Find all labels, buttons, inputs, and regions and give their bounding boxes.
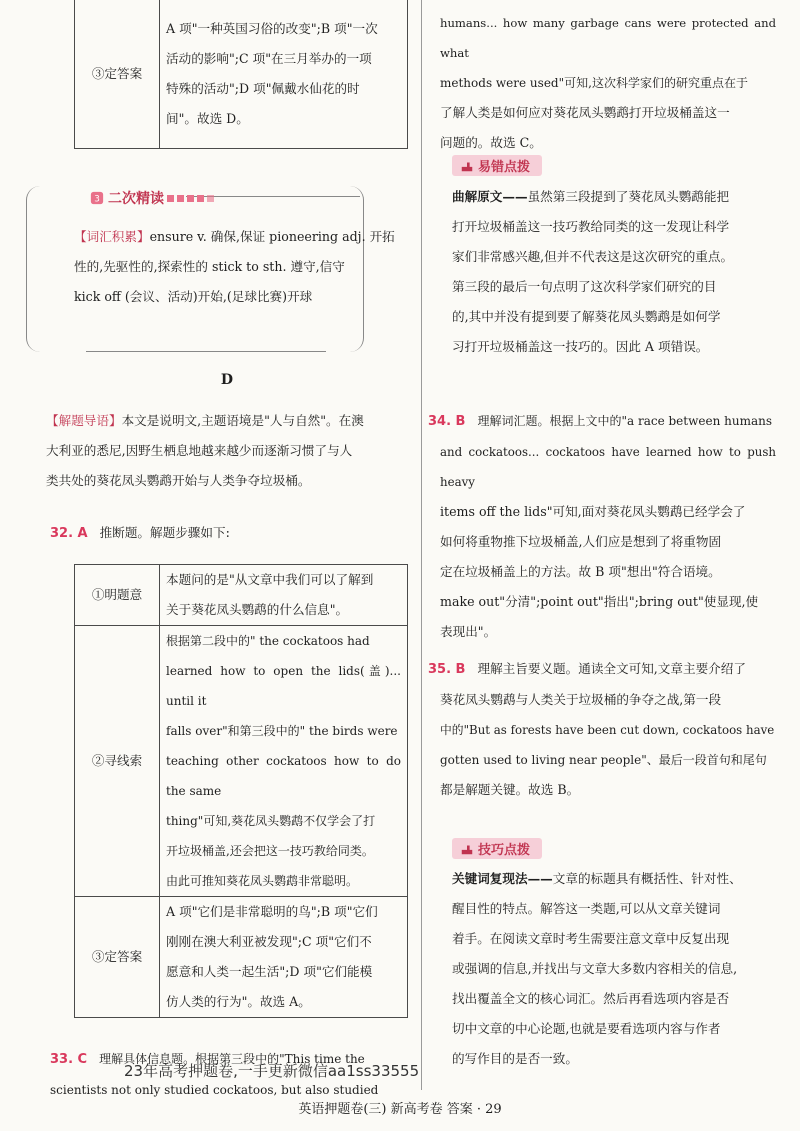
vocab-label: 【词汇积累】 xyxy=(74,229,150,244)
page-footer: 英语押题卷(三) 新高考卷 答案 · 29 xyxy=(298,1102,502,1117)
step-label: ②寻线索 xyxy=(75,626,160,897)
text-line: 习打开垃圾桶盖这一技巧的。因此 A 项错误。 xyxy=(452,339,709,354)
question-number: 32. A xyxy=(50,526,88,541)
table-row xyxy=(75,626,408,897)
vocab-line: kick off (会议、活动)开始,(足球比赛)开球 xyxy=(74,289,313,304)
text-line: gotten used to living near people"、最后一段首句和尾句 xyxy=(440,753,767,767)
tip-line: 虽然第三段提到了葵花凤头鹦鹉能把 xyxy=(527,189,730,204)
tag-badge xyxy=(452,838,542,859)
text-line: 仿人类的行为"。故选 A。 xyxy=(166,994,311,1009)
text-line: 刚刚在澳大利亚被发现";C 项"它们不 xyxy=(166,934,372,949)
error-tip-text xyxy=(452,182,776,362)
text-line: 葵花凤头鹦鹉与人类关于垃圾桶的争夺之战,第一段 xyxy=(440,692,722,707)
text-line: 活动的影响";C 项"在三月举办的一项 xyxy=(166,51,372,66)
text-line: A 项"它们是非常聪明的鸟";B 项"它们 xyxy=(166,904,378,919)
step-content xyxy=(160,897,408,1018)
guide-line-text: 本文是说明文,主题语境是"人与自然"。在澳 xyxy=(121,413,364,428)
error-tip-tag xyxy=(452,155,542,177)
tag-badge xyxy=(452,155,542,176)
text-line: 醒目性的特点。解答这一类题,可以从文章关键词 xyxy=(452,901,721,916)
top-answer-table xyxy=(74,0,408,149)
text-line: and cockatoos... cockatoos have learned how to push heavy xyxy=(440,445,776,489)
text-line: 都是解题关键。故选 B。 xyxy=(440,782,580,797)
second-reading-heading xyxy=(90,188,214,208)
decor-square xyxy=(197,195,204,202)
text-line: methods were used"可知,这次科学家们的研究重点在于 xyxy=(440,76,748,90)
book-icon xyxy=(90,191,104,205)
guide-line: 类共处的葵花凤头鹦鹉开始与人类争夺垃圾桶。 xyxy=(46,473,311,488)
step-label: ①明题意 xyxy=(75,565,160,626)
step-content xyxy=(160,0,408,149)
step-label: ③定答案 xyxy=(75,0,160,149)
text-line: 特殊的活动";D 项"佩戴水仙花的时 xyxy=(166,81,360,96)
decor-square xyxy=(187,195,194,202)
text-line: make out"分清";point out"指出";bring out"使显现,使 xyxy=(440,594,759,609)
text-line: scientists not only studied cockatoos, but also studied xyxy=(50,1083,379,1097)
text-line: 第三段的最后一句点明了这次科学家们研究的目 xyxy=(452,279,717,294)
text-line: 找出覆盖全文的核心词汇。然后再看选项内容是否 xyxy=(452,991,730,1006)
text-line: 关于葵花凤头鹦鹉的什么信息"。 xyxy=(166,602,349,617)
table-row xyxy=(75,897,408,1018)
question-number: 35. B xyxy=(428,662,466,677)
text-line: thing"可知,葵花凤头鹦鹉不仅学会了打 xyxy=(166,814,376,828)
step-label: ③定答案 xyxy=(75,897,160,1018)
svg-text:3: 3 xyxy=(94,194,100,205)
right-top-text xyxy=(440,8,776,158)
text-line: 表现出"。 xyxy=(440,624,497,639)
question-intro: 推断题。解题步骤如下: xyxy=(99,525,230,540)
text-line xyxy=(428,406,776,437)
text-line: 定在垃圾桶盖上的方法。故 B 项"想出"符合语境。 xyxy=(440,564,721,579)
text-line: 间"。故选 D。 xyxy=(166,111,249,126)
q32-intro xyxy=(50,518,410,549)
text-line: 问题的。故选 C。 xyxy=(440,135,542,150)
vocab-line xyxy=(74,222,404,252)
watermark-text: 23年高考押题卷,一手更新微信aa1ss33555 xyxy=(124,1062,420,1080)
step-content xyxy=(160,626,408,897)
tag-label: 技巧点拨 xyxy=(478,843,531,858)
guide-line: 大利亚的悉尼,因野生栖息地越来越少而逐渐习惯了与人 xyxy=(46,443,353,458)
text-line: falls over"和第三段中的" the birds were xyxy=(166,724,398,738)
second-reading-title: 二次精读 xyxy=(108,191,164,207)
text-line: 中的"But as forests have been cut down, cockatoos have xyxy=(440,723,775,737)
text-line: 切中文章的中心论题,也就是要看选项内容与作者 xyxy=(452,1021,721,1036)
text-line xyxy=(452,864,776,894)
text-line: humans... how many garbage cans were protected and what xyxy=(440,16,776,60)
text-line xyxy=(428,654,776,685)
text-line: 本题问的是"从文章中我们可以了解到 xyxy=(166,572,374,587)
text-line: 如何将重物推下垃圾桶盖,人们应是想到了将重物固 xyxy=(440,534,722,549)
text-line: 愿意和人类一起生活";D 项"它们能模 xyxy=(166,964,373,979)
tip-line: 文章的标题具有概括性、针对性、 xyxy=(552,871,742,886)
pointing-hand-icon xyxy=(460,842,474,856)
vocab-line: 性的,先驱性的,探索性的 stick to sth. 遵守,信守 xyxy=(74,259,345,274)
section-letter: D xyxy=(220,372,234,388)
tip-lead: 关键词复现法—— xyxy=(452,871,553,886)
text-line: 的写作目的是否一致。 xyxy=(452,1051,578,1066)
q33-line: 理解具体信息题。根据第三段中的"This time the xyxy=(99,1052,365,1066)
q35-line: 理解主旨要义题。通读全文可知,文章主要介绍了 xyxy=(477,661,746,676)
q32-steps-table xyxy=(74,564,408,1018)
column-divider xyxy=(421,0,422,1090)
vocab-line-text: ensure v. 确保,保证 pioneering adj. 开拓 xyxy=(149,229,395,244)
text-line: 的,其中并没有提到要了解葵花凤头鹦鹉是如何学 xyxy=(452,309,721,324)
table-row xyxy=(75,565,408,626)
text-line: 了解人类是如何应对葵花凤头鹦鹉打开垃圾桶盖这一 xyxy=(440,105,730,120)
text-line: 根据第二段中的" the cockatoos had xyxy=(166,634,370,648)
text-line: teaching other cockatoos how to do the same xyxy=(166,754,401,798)
decor-square xyxy=(167,195,174,202)
q34-text xyxy=(428,406,776,647)
q34-line: 理解词汇题。根据上文中的"a race between humans xyxy=(477,414,772,428)
decor-square xyxy=(207,195,214,202)
tag-label: 易错点拨 xyxy=(478,160,531,175)
text-line: A 项"一种英国习俗的改变";B 项"一次 xyxy=(166,21,378,36)
question-number: 33. C xyxy=(50,1052,88,1067)
decor-square xyxy=(177,195,184,202)
text-line: 着手。在阅读文章时考生需要注意文章中反复出现 xyxy=(452,931,730,946)
text-line xyxy=(452,182,776,212)
skill-tip-text xyxy=(452,864,776,1074)
text-line: 由此可推知葵花凤头鹦鹉非常聪明。 xyxy=(166,874,359,888)
text-line: 打开垃圾桶盖这一技巧教给同类的这一发现让科学 xyxy=(452,219,730,234)
guide-label: 【解题导语】 xyxy=(46,413,122,428)
pointing-hand-icon xyxy=(460,159,474,173)
vocab-bottom-rule xyxy=(86,351,326,352)
vocab-text xyxy=(74,222,404,312)
guide-line xyxy=(46,406,408,436)
question-number: 34. B xyxy=(428,414,466,429)
q35-text xyxy=(428,654,776,805)
skill-tip-tag xyxy=(452,838,542,860)
text-line: 开垃圾桶盖,还会把这一技巧教给同类。 xyxy=(166,844,374,858)
guide-text xyxy=(46,406,408,496)
text-line: 或强调的信息,并找出与文章大多数内容相关的信息, xyxy=(452,961,738,976)
text-line: 家们非常感兴趣,但并不代表这是这次研究的重点。 xyxy=(452,249,734,264)
text-line: items off the lids"可知,面对葵花凤头鹦鹉已经学会了 xyxy=(440,504,746,519)
text-line: learned how to open the lids(盖)... until it xyxy=(166,664,401,708)
tip-lead: 曲解原文—— xyxy=(452,189,528,204)
step-content xyxy=(160,565,408,626)
